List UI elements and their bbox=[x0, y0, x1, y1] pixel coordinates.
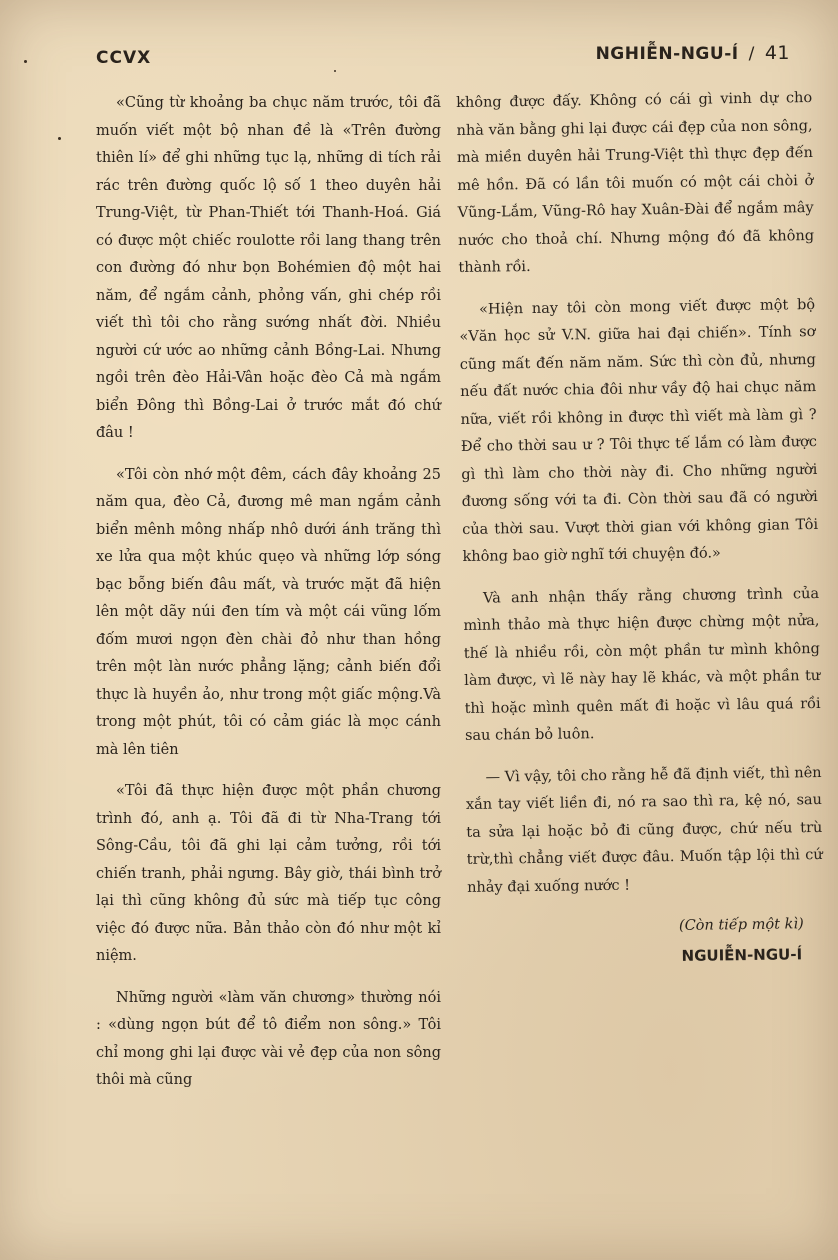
paragraph: Những người «làm văn chương» thường nói : «dùng ngọn bút để tô điểm non sông.» Tôi chỉ mong ghi lại được vài vẻ đẹp của non sông thôi mà cũng bbox=[96, 989, 441, 1088]
running-header-left: CCVX bbox=[96, 48, 152, 68]
print-speck bbox=[58, 137, 61, 140]
print-speck bbox=[334, 70, 336, 72]
left-column bbox=[96, 90, 441, 1109]
paragraph: «Tôi còn nhớ một đêm, cách đây khoảng 25 năm qua, đèo Cả, đương mê man ngắm cảnh biển mênh mông nhấp nhô dưới ánh trăng thì xe lửa qua một khúc quẹo và những lớp sóng bạc bỗng biến đâu mất, và trước mặt đã hiện lên một dãy núi đen tím và một cái vũng lốm đốm mươi ngọn đèn chài đỏ như than hồng trên một làn nước phẳng lặng; cảnh biến đổi thực là huyền ảo, như trong một giấc mộng.Và trong một phút, tôi có cảm giác là mọc cánh mà lên tiên bbox=[96, 466, 441, 758]
running-title: NGHIỄN-NGU-Í bbox=[595, 44, 739, 64]
paragraph: Và anh nhận thấy rằng chương trình của mình thảo mà thực hiện được chừng một nửa, thế là nhiều rồi, còn một phần tư mình không làm được, vì lẽ này hay lẽ khác, và một phần tư thì hoặc mình quên mất đi hoặc vì lâu quá rồi sau chán bỏ luôn. bbox=[463, 585, 821, 744]
running-header-right bbox=[596, 42, 790, 64]
print-speck bbox=[24, 60, 27, 63]
paragraph: — Vì vậy, tôi cho rằng hễ đã định viết, thì nên xắn tay viết liền đi, nó ra sao thì ra, kệ nó, sau ta sửa lại hoặc bỏ đi cũng được, chứ nếu trù trừ,thì chẳng viết được đâu. Muốn tập lội thì cứ nhảy đại xuống nước ! bbox=[465, 764, 823, 896]
header-separator: / bbox=[748, 44, 755, 64]
paragraph: không được đấy. Không có cái gì vinh dự cho nhà văn bằng ghi lại được cái đẹp của non sông, mà miền duyên hải Trung-Việt thì thực đẹp đến mê hồn. Đã có lần tôi muốn có một cái chòi ở Vũng-Lắm, Vũng-Rô hay Xuân-Đài để ngắm mây nước cho thoả chí. Nhưng mộng đó đã không thành rồi. bbox=[456, 90, 815, 276]
page-number: 41 bbox=[764, 42, 790, 64]
author-signature: NGUIỄN-NGU-Í bbox=[681, 944, 803, 965]
right-column bbox=[456, 85, 824, 973]
paragraph: «Cũng từ khoảng ba chục năm trước, tôi đã muốn viết một bộ nhan đề là «Trên đường thiên lí» để ghi những tục lạ, những di tích rải rác trên đường quốc lộ số 1 theo duyên hải Trung-Việt, từ Phan-Thiết tới Thanh-Hoá. Giá có được một chiếc roulotte rồi lang thang trên con đường đó như bọn Bohémien độ một hai năm, để ngắm cảnh, phỏng vấn, ghi chép rồi viết thì tôi cho rằng sướng nhất đời. Nhiều người cứ ước ao những cảnh Bồng-Lai. Nhưng ngồi trên đèo Hải-Vân hoặc đèo Cả mà ngắm biển Đông thì Bồng-Lai ở trước mắt đó chứ đâu ! bbox=[96, 95, 441, 441]
continued-note: (Còn tiếp một kì) bbox=[678, 916, 804, 934]
paragraph: «Hiện nay tôi còn mong viết được một bộ «Văn học sử V.N. giữa hai đại chiến». Tính sơ cũng mất đến năm năm. Sức thì còn đủ, nhưng nếu đất nước chia đôi như vầy độ hai chục năm nữa, viết rồi không in được thì viết mà làm gì ? Để cho thời sau ư ? Tôi thực tế lắm có làm được gì thì làm cho thời này đi. Cho những người đương sống với ta đi. Còn thời sau đã có người của thời sau. Vượt thời gian với không gian Tôi không bao giờ nghĩ tới chuyện đó.» bbox=[459, 296, 819, 565]
paragraph: «Tôi đã thực hiện được một phần chương trình đó, anh ạ. Tôi đã đi từ Nha-Trang tới Sông-Cầu, tôi đã ghi lại cảm tưởng, rồi tới chiến tranh, phải ngưng. Bây giờ, thái bình trở lại thì cũng không đủ sức mà tiếp tục công việc đó được nữa. Bản thảo còn đó như một kỉ niệm. bbox=[96, 783, 441, 964]
